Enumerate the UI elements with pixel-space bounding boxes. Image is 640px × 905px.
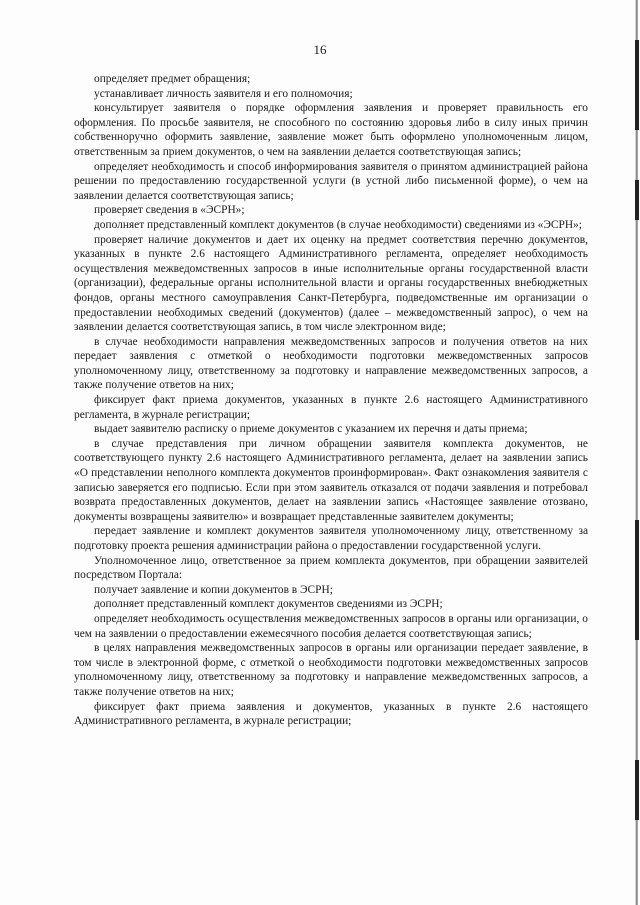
- paragraph: в случае представления при личном обращении заявителя комплекта документов, не соответствующего пункту 2.6 настоящего Административного регламента, делает на заявлении запись «О представлении неполного комплекта документов проинформирован». Факт ознакомления заявителя с записью заверяется его подписью. Если при этом заявитель отказался от подачи заявления и потребовал возврата предоставленных документов, делает на заявлении запись «Настоящее заявление отозвано, документы возвращены заявителю» и возвращает представленные заявителем документы;: [74, 437, 588, 523]
- scan-mark: [635, 40, 639, 130]
- scan-mark: [635, 180, 639, 220]
- paragraph: консультирует заявителя о порядке оформления заявления и проверяет правильность его оформления. По просьбе заявителя, не способного по состоянию здоровья либо в силу иных причин собственноручно оформить заявление, заявление может быть оформлено уполномоченным лицом, ответственным за прием документов, о чем на заявлении делается соответствующая запись;: [74, 102, 588, 158]
- paragraph: выдает заявителю расписку о приеме документов с указанием их перечня и даты приема;: [94, 423, 528, 436]
- scan-mark: [635, 520, 639, 640]
- scan-edge-marks: [632, 0, 640, 905]
- scan-mark: [635, 760, 639, 820]
- paragraph: передает заявление и комплект документов заявителя уполномоченному лицу, ответственному за подготовку проекта решения администрации района о предоставлении государственной услуги.: [74, 525, 588, 552]
- paragraph: в случае необходимости направления межведомственных запросов и получения ответов на них передает заявления с отметкой о необходимости подготовки межведомственных запросов уполномоченному лицу, ответственному за подготовку и направление межведомственных запросов, а также получение ответов на них;: [74, 335, 588, 392]
- paragraph: фиксирует факт приема документов, указанных в пункте 2.6 настоящего Административного регламента, в журнале регистрации;: [74, 394, 588, 421]
- page-number: 16: [313, 42, 327, 57]
- paragraph: устанавливает личность заявителя и его полномочия;: [94, 87, 353, 100]
- paragraph: дополняет представленный комплект документов (в случае необходимости) сведениями из «ЭСРН»;: [94, 218, 582, 231]
- paragraph: фиксирует факт приема заявления и документов, указанных в пункте 2.6 настоящего Административного регламента, в журнале регистрации;: [74, 700, 588, 728]
- paragraph: проверяет сведения в «ЭСРН»;: [94, 204, 245, 217]
- paragraph: Уполномоченное лицо, ответственное за прием комплекта документов, при обращении заявителей посредством Портала:: [74, 554, 588, 582]
- paragraph: определяет предмет обращения;: [94, 73, 251, 85]
- paragraph: определяет необходимость осуществления межведомственных запросов в органы или организации, о чем на заявлении о предоставлении ежемесячного пособия делается соответствующая запись;: [74, 612, 588, 640]
- paragraph: проверяет наличие документов и дает их оценку на предмет соответствия перечню документов, указанных в пункте 2.6 настоящего Административного регламента, определяет необходимость осуществления межведомственных запросов в иные исполнительные органы государственной власти (организации), федеральные органы исполнительной власти и органы государственных внебюджетных фондов, органы местного самоуправления Санкт-Петербурга, подведомственные им организации о предоставлении необходимых сведений (документов) (далее – межведомственный запрос), о чем на заявлении делается соответствующая запись, в том числе электронном виде;: [74, 233, 588, 334]
- document-body: [74, 72, 588, 729]
- paragraph: получает заявление и копии документов в ЭСРН;: [94, 583, 333, 596]
- paragraph: определяет необходимость и способ информирования заявителя о принятом администрацией района решении по предоставлению государственной услуги (в устной либо письменной форме), о чем на заявлении делается соответствующая запись;: [74, 160, 588, 202]
- paragraph: в целях направления межведомственных запросов в органы или организации передает заявление, в том числе в электронной форме, с отметкой о необходимости подготовки межведомственных запросов уполномоченному лицу, ответственному за подготовку и направление межведомственных запросов, а также получение ответов на них;: [74, 642, 588, 698]
- paragraph: дополняет представленный комплект документов сведениями из ЭСРН;: [94, 598, 443, 611]
